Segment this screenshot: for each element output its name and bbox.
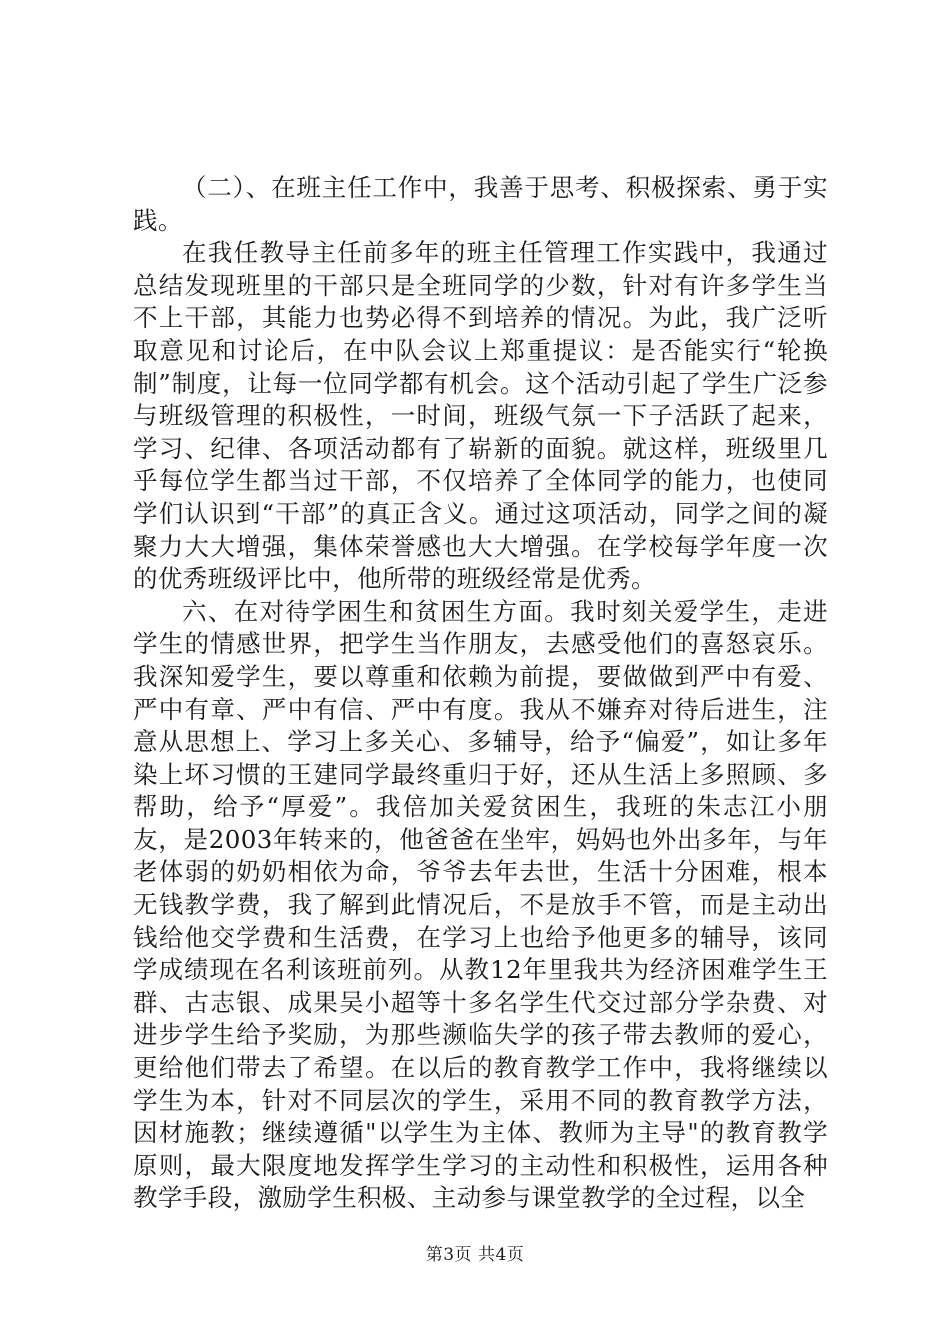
document-body: [133, 172, 828, 1215]
page-footer: 第3页 共4页: [425, 1245, 525, 1265]
paragraph-struggling-students: 六、在对待学困生和贫困生方面。我时刻关爱学生，走进学生的情感世界，把学生当作朋友，去感受他们的喜怒哀乐。我深知爱学生，要以尊重和依赖为前提，要做做到严中有爱、严中有章、严中有信、严中有度。我从不嫌弃对待后进生，注意从思想上、学习上多关心、多辅导，给予“偏爱”，如让多年染上坏习惯的王建同学最终重归于好，还从生活上多照顾、多帮助，给予“厚爱”。我倍加关爱贫困生，我班的朱志江小朋友，是2003年转来的，他爸爸在坐牢，妈妈也外出多年，与年老体弱的奶奶相依为命，爷爷去年去世，生活十分困难，根本无钱教学费，我了解到此情况后，不是放手不管，而是主动出钱给他交学费和生活费，在学习上也给予他更多的辅导，该同学成绩现在名利该班前列。从教12年里我共为经济困难学生王群、古志银、成果吴小超等十多名学生代交过部分学杂费、对进步学生给予奖励，为那些濒临失学的孩子带去教师的爱心，更给他们带去了希望。在以后的教育教学工作中，我将继续以学生为本，针对不同层次的学生，采用不同的教育教学方法，因材施教；继续遵循"以学生为主体、教师为主导"的教育教学原则，最大限度地发挥学生学习的主动性和积极性，运用各种教学手段，激励学生积极、主动参与课堂教学的全过程，以全: [133, 596, 828, 1213]
paragraph-class-work: （二）、在班主任工作中，我善于思考、积极探索、勇于实践。: [133, 173, 828, 235]
paragraph-rotation-system: 在我任教导主任前多年的班主任管理工作实践中，我通过总结发现班里的干部只是全班同学的少数，针对有许多学生当不上干部，其能力也势必得不到培养的情况。为此，我广泛听取意见和讨论后，在中队会议上郑重提议：是否能实行“轮换制”制度，让每一位同学都有机会。这个活动引起了学生广泛参与班级管理的积极性，一时间，班级气氛一下子活跃了起来，学习、纪律、各项活动都有了崭新的面貌。就这样，班级里几乎每位学生都当过干部，不仅培养了全体同学的能力，也使同学们认识到“干部”的真正含义。通过这项活动，同学之间的凝聚力大大增强，集体荣誉感也大大增强。在学校每学年度一次的优秀班级评比中，他所带的班级经常是优秀。: [133, 238, 828, 594]
